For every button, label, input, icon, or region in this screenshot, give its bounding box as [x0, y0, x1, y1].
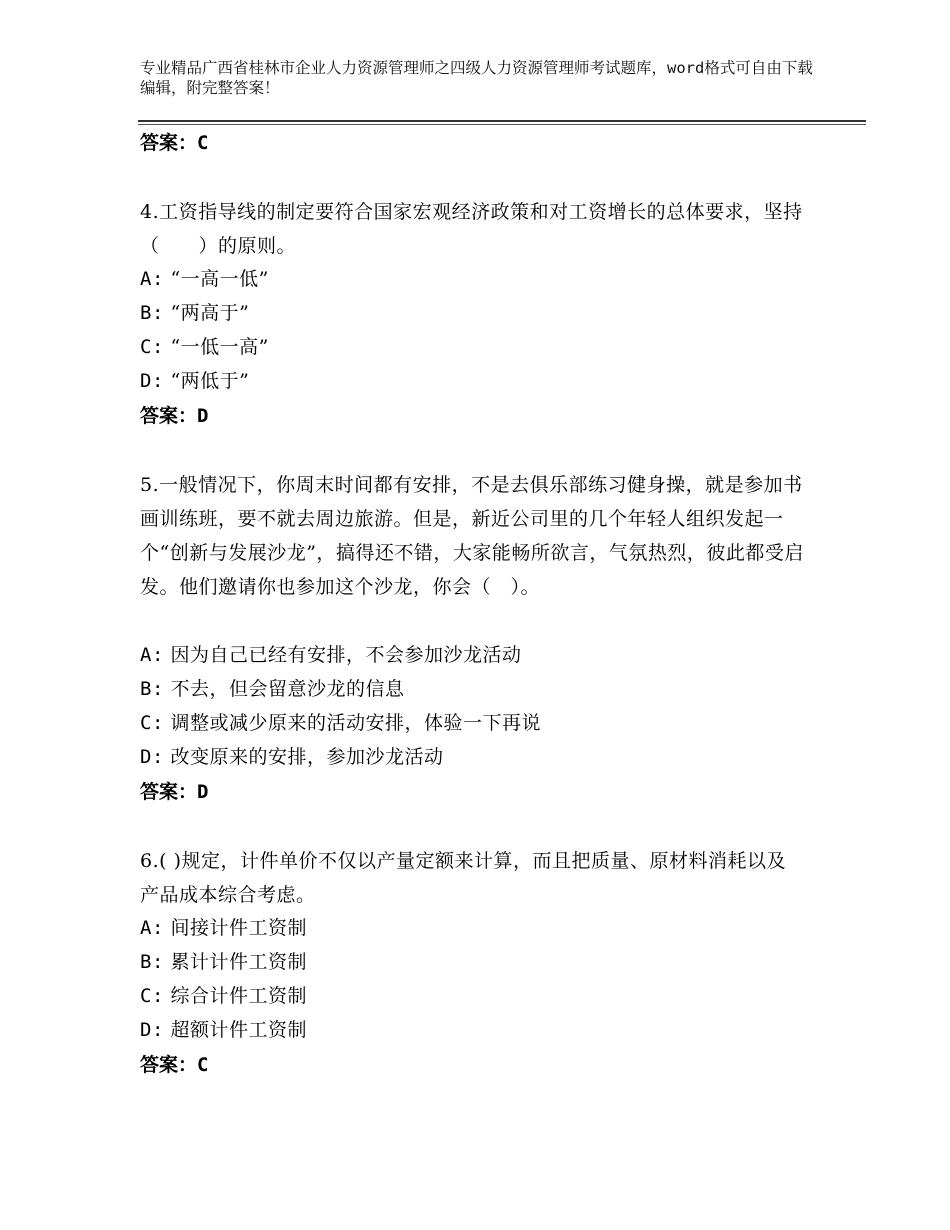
option-text: 不去，但会留意沙龙的信息 [170, 678, 405, 700]
option-b [140, 676, 404, 702]
option-b [140, 300, 249, 326]
option-text: 改变原来的安排，参加沙龙活动 [170, 746, 444, 768]
option-text: 综合计件工资制 [170, 985, 307, 1007]
answer-line [140, 403, 208, 429]
option-label: B: [140, 678, 164, 700]
option-text: “一低一高” [170, 336, 269, 358]
option-d [140, 368, 249, 394]
answer-label: 答案： [140, 1054, 198, 1076]
option-a [140, 915, 307, 941]
option-text: 调整或减少原来的活动安排，体验一下再说 [170, 712, 541, 734]
answer-value: C [197, 132, 209, 154]
option-label: A: [140, 644, 164, 666]
option-d [140, 1017, 307, 1043]
option-a [140, 642, 521, 668]
option-label: D: [140, 1019, 164, 1041]
answer-label: 答案： [140, 405, 198, 427]
question-text: 工资指导线的制定要符合国家宏观经济政策和对工资增长的总体要求，坚持（ ）的原则。 [140, 201, 803, 257]
option-text: 因为自己已经有安排，不会参加沙龙活动 [170, 644, 522, 666]
question-number: 6. [140, 850, 160, 872]
option-label: B: [140, 302, 164, 324]
option-text: 间接计件工资制 [170, 917, 307, 939]
option-text: “一高一低” [170, 268, 269, 290]
answer-value: D [197, 405, 209, 427]
option-label: C: [140, 985, 164, 1007]
option-c [140, 334, 269, 360]
option-label: A: [140, 917, 164, 939]
question-4 [140, 195, 805, 263]
answer-value: D [197, 781, 209, 803]
option-c [140, 710, 541, 736]
option-text: 累计计件工资制 [170, 951, 307, 973]
option-text: “两低于” [170, 370, 250, 392]
question-text: 一般情况下，你周末时间都有安排，不是去俱乐部练习健身操，就是参加书画训练班，要不就去周边旅游。但是，新近公司里的几个年轻人组织发起一个“创新与发展沙龙”，搞得还不错，大家能畅所欲言，气氛热烈，彼此都受启发。他们邀请你也参加这个沙龙，你会（ ）。 [140, 474, 804, 598]
answer-label: 答案： [140, 781, 198, 803]
question-text: ( )规定，计件单价不仅以产量定额来计算，而且把质量、原材料消耗以及产品成本综合考虑。 [140, 850, 787, 906]
option-text: 超额计件工资制 [170, 1019, 307, 1041]
option-b [140, 949, 307, 975]
option-label: B: [140, 951, 164, 973]
header-divider-thick [138, 120, 866, 122]
header-divider-thin [138, 124, 866, 125]
question-number: 5. [140, 474, 160, 496]
option-a [140, 266, 269, 292]
option-label: A: [140, 268, 164, 290]
option-label: C: [140, 712, 164, 734]
answer-line [140, 779, 208, 805]
option-label: D: [140, 370, 164, 392]
question-5 [140, 468, 805, 604]
option-d [140, 744, 443, 770]
document-header: 专业精品广西省桂林市企业人力资源管理师之四级人力资源管理师考试题库，word格式可自由下载编辑，附完整答案！ [140, 59, 813, 97]
option-c [140, 983, 307, 1009]
answer-line [140, 130, 208, 156]
answer-label: 答案： [140, 132, 198, 154]
question-6 [140, 844, 805, 912]
option-text: “两高于” [170, 302, 250, 324]
option-label: D: [140, 746, 164, 768]
option-label: C: [140, 336, 164, 358]
answer-line [140, 1052, 208, 1078]
answer-value: C [197, 1054, 209, 1076]
question-number: 4. [140, 201, 160, 223]
